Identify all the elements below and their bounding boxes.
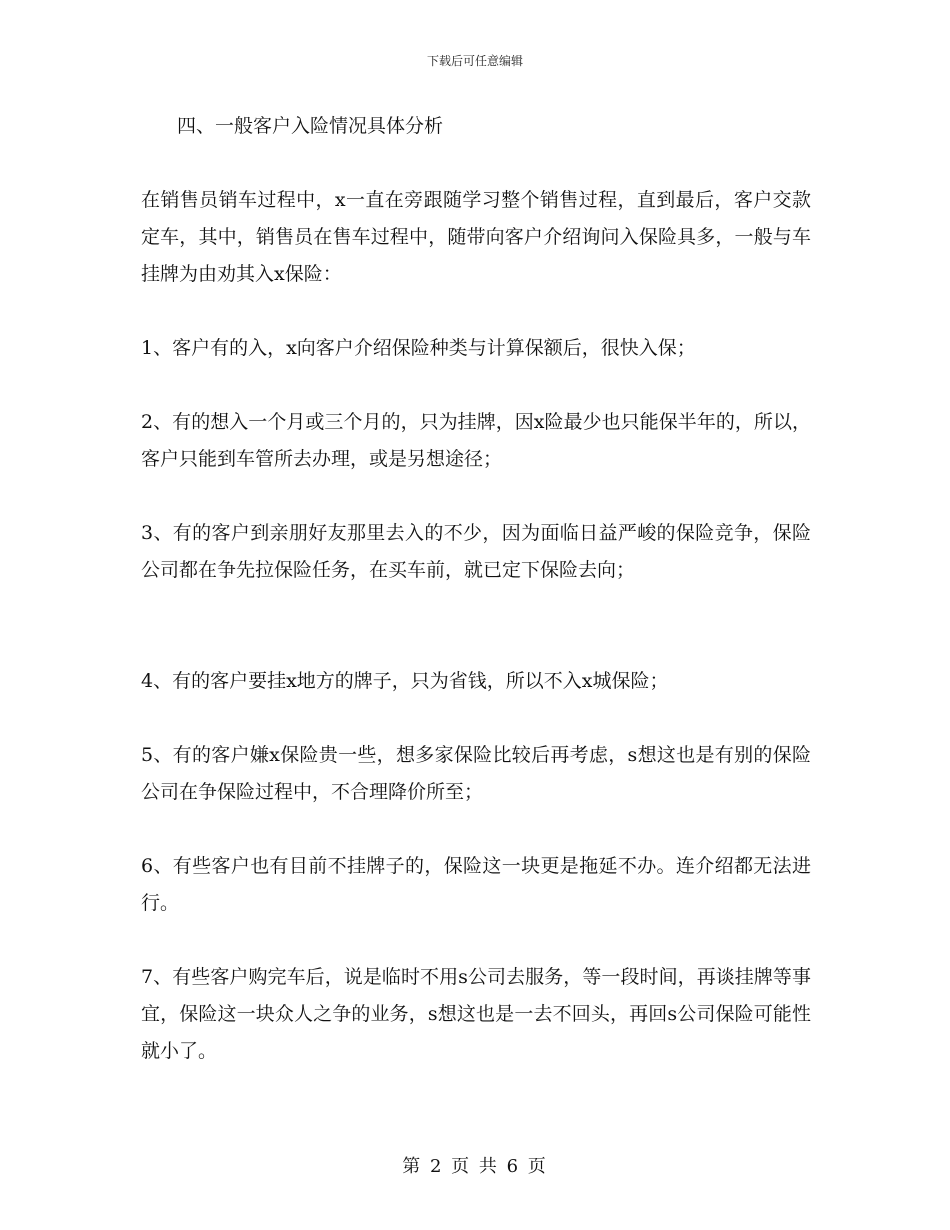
paragraph-item-4: 4、有的客户要挂x地方的牌子，只为省钱，所以不入x城保险； [141, 670, 669, 692]
paragraph-item-6: 6、有些客户也有目前不挂牌子的，保险这一块更是拖延不办。连介绍都无法进行。 [141, 855, 811, 914]
paragraph-item-7: 7、有些客户购完车后，说是临时不用s公司去服务，等一段时间，再谈挂牌等事宜，保险这一块众人之争的业务，s想这也是一去不回头，再回s公司保险可能性就小了。 [141, 966, 811, 1062]
paragraph-item-3: 3、有的客户到亲朋好友那里去入的不少，因为面临日益严峻的保险竞争，保险公司都在争先拉保险任务，在买车前，就已定下保险去向； [141, 522, 811, 581]
header-note: 下载后可任意编辑 [426, 54, 523, 68]
paragraph-item-2: 2、有的想入一个月或三个月的，只为挂牌，因x险最少也只能保半年的，所以，客户只能到车管所去办理，或是另想途径； [141, 411, 811, 470]
paragraph-intro: 在销售员销车过程中，x一直在旁跟随学习整个销售过程，直到最后，客户交款定车，其中，销售员在售车过程中，随带向客户介绍询问入保险具多，一般与车挂牌为由劝其入x保险： [141, 189, 811, 285]
page-number-footer: 第 2 页 共 6 页 [402, 1156, 548, 1177]
paragraph-item-1: 1、客户有的入，x向客户介绍保险种类与计算保额后，很快入保； [141, 337, 696, 359]
section-title: 四、一般客户入险情况具体分析 [177, 115, 444, 137]
document-body [141, 108, 811, 1107]
paragraph-item-5: 5、有的客户嫌x保险贵一些，想多家保险比较后再考虑，s想这也是有别的保险公司在争保险过程中，不合理降价所至； [141, 744, 811, 803]
